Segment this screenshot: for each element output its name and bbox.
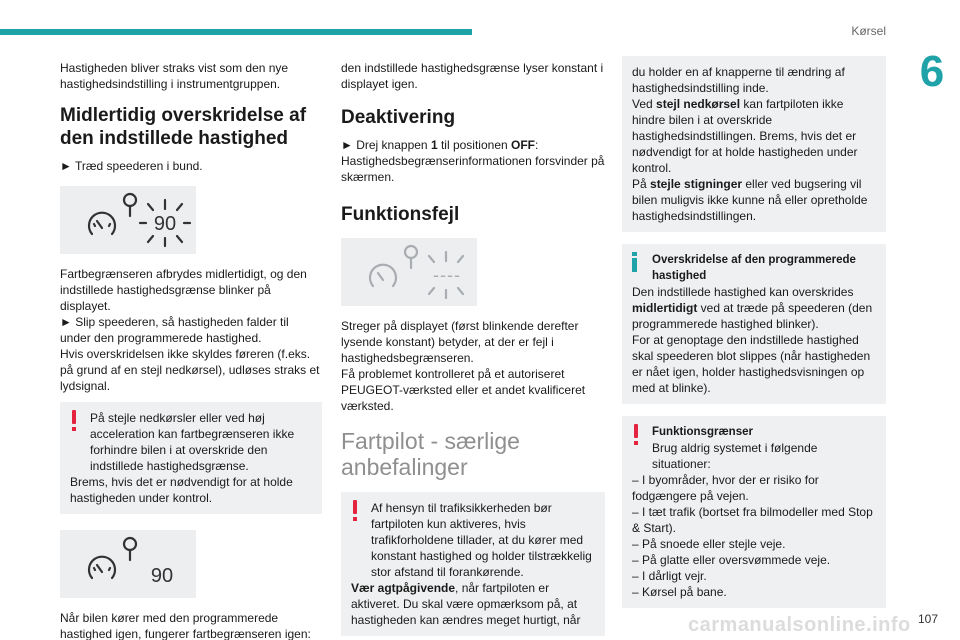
list-item: – Kørsel på bane. bbox=[632, 585, 727, 599]
section-heading-malfunction: Funktionsfejl bbox=[341, 204, 460, 225]
speed-limiter-fault-icon bbox=[341, 238, 477, 306]
list-item: – I tæt trafik (bortset fra bilmodeller med Stop & Start). bbox=[632, 505, 873, 535]
column-2 bbox=[341, 60, 605, 636]
warning-note-cruise-safety: Af hensyn til trafiksikkerheden bør fartpiloten kun aktiveres, hvis trafikforholdene tillader, at du kører med konstant hastighed og holder tilstrækkelig stor afstand til forankørende. Vær agtpågivende, når fartpiloten er aktiveret. Du skal være opmærksom på, at hastigheden kan ændres meget hurtigt, når bbox=[341, 492, 605, 636]
para-limiter-works-again: Når bilen kører med den programmerede hastighed igen, fungerer fartbegrænseren igen: bbox=[60, 611, 311, 640]
info-note-overspeed: Overskridelse af den programmerede hastighed Den indstillede hastighed kan overskrides midlertidigt ved at træde på speederen (den programmerede hastighed blinker). For at genoptage den indstillede hastighed skal speederen blot slippes (når hastigheden er nået igen, holder hastighedsvisningen op med at blinke). bbox=[622, 244, 886, 404]
warning-icon bbox=[70, 410, 78, 432]
list-item: – På snoede eller stejle veje. bbox=[632, 537, 786, 551]
para-sound-signal: Hvis overskridelsen ikke skyldes føreren (f.eks. på grund af en stejl nedkørsel), udløses straks et lydsignal. bbox=[60, 347, 320, 393]
para-workshop: Få problemet kontrolleret på et autoriseret PEUGEOT-værksted eller et andet kvalificeret værksted. bbox=[341, 367, 586, 413]
speed-limiter-blinking-icon bbox=[60, 186, 196, 254]
section-name: Kørsel bbox=[851, 24, 886, 38]
display-image-blinking bbox=[60, 186, 196, 254]
watermark: carmanualsonline.info bbox=[688, 614, 911, 636]
continued-text: den indstillede hastighedsgrænse lyser konstant i displayet igen. bbox=[341, 61, 604, 91]
warning-note-limits: Funktionsgrænser Brug aldrig systemet i følgende situationer: – I byområder, hvor der er risiko for fodgængere på vejen. – I tæt trafik (bortset fra bilmodeller med Stop & Start). – På snoede eller stejle veje. – På glatte eller oversvømmede veje. – I dårligt vejr. – Kørsel på bane. bbox=[622, 416, 886, 608]
para-limiter-interrupted: Fartbegrænseren afbrydes midlertidigt, og den indstillede hastighedsgrænse blinker på displayet. bbox=[60, 267, 307, 313]
warning-icon bbox=[351, 500, 359, 522]
display1-value: 90 bbox=[153, 213, 177, 235]
section-heading-cruise-control-recommendations: Fartpilot - særlige anbefalinger bbox=[341, 428, 520, 480]
list-item: – På glatte eller oversvømmede veje. bbox=[632, 553, 831, 567]
step-press-accelerator: ► Træd speederen i bund. bbox=[60, 159, 203, 173]
note-continued: du holder en af knapperne til ændring af hastighedsindstilling inde. Ved stejl nedkørsel kan fartpiloten ikke hindre bilen i at overskride hastighedsindstillingen. Brems, hvis det er nødvendigt for at holde hastigheden under kontrol. På stejle stigninger eller ved bugsering vil bilen muligvis ikke kunne nå eller opretholde hastighedsindstillingen. bbox=[622, 56, 886, 232]
info-icon bbox=[632, 252, 638, 274]
section-heading-temporary-overspeed: Midlertidig overskridelse af den indstillede hastighed bbox=[60, 105, 307, 149]
list-item: – I byområder, hvor der er risiko for fodgængere på vejen. bbox=[632, 473, 819, 503]
section-heading-deactivation: Deaktivering bbox=[341, 107, 456, 128]
display-image-fault bbox=[341, 238, 477, 306]
warning-note-steep-descent: På stejle nedkørsler eller ved høj acceleration kan fartbegrænseren ikke forhindre bilen i at overskride den indstillede hastighedsgrænse. Brems, hvis det er nødvendigt for at holde hastigheden under kontrol. bbox=[60, 402, 322, 514]
intro-text: Hastigheden bliver straks vist som den nye hastighedsindstilling i instrumentgruppen. bbox=[60, 61, 289, 91]
display-image-steady bbox=[60, 530, 196, 598]
warning-icon bbox=[632, 424, 640, 446]
display3-value: ---- bbox=[433, 265, 461, 285]
display2-value: 90 bbox=[150, 565, 174, 587]
chapter-number: 6 bbox=[919, 47, 945, 96]
step-turn-knob: ► Drej knappen 1 til positionen OFF: Hastighedsbegrænserinformationen forsvinder på skærmen. bbox=[341, 138, 605, 184]
header-accent-bar bbox=[0, 29, 472, 35]
step-release-accelerator: ► Slip speederen, så hastigheden falder til under den programmerede hastighed. bbox=[60, 315, 289, 345]
column-1 bbox=[60, 60, 322, 640]
speed-limiter-steady-icon bbox=[60, 530, 196, 598]
list-item: – I dårligt vejr. bbox=[632, 569, 707, 583]
column-3 bbox=[622, 56, 886, 608]
page-number: 107 bbox=[917, 612, 938, 626]
para-dashes-meaning: Streger på displayet (først blinkende derefter lysende konstant) betyder, at der er fejl i hastighedsbegrænseren. bbox=[341, 319, 579, 365]
